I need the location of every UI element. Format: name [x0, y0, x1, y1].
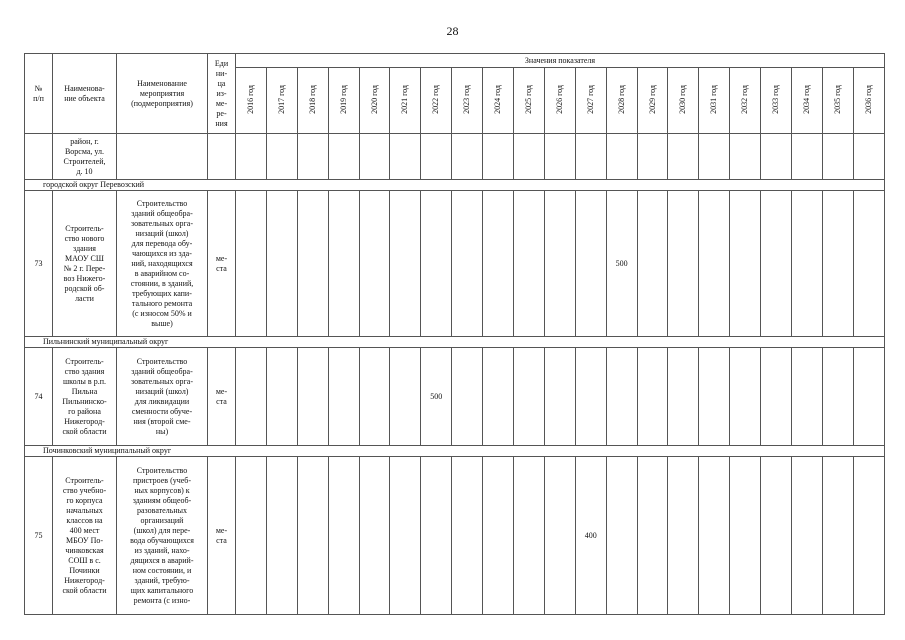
value-cell [792, 134, 823, 180]
value-cell [606, 457, 637, 615]
value-cell [483, 457, 514, 615]
value-cell [637, 348, 668, 446]
object-name: Строитель- ство учебно- го корпуса начальных классов на 400 мест МБОУ По- чинковская СОШ в с. Починки Нижегород- ской области [53, 457, 117, 615]
year-header-cell [730, 68, 761, 134]
value-cell [822, 134, 853, 180]
year-label: 2027 год [585, 84, 595, 114]
value-cell [514, 457, 545, 615]
page-number: 28 [446, 24, 459, 38]
table-row [25, 191, 885, 337]
value-cell [297, 191, 328, 337]
value-cell [637, 457, 668, 615]
value-cell [730, 457, 761, 615]
continuation-object: район, г. Ворсма, ул. Строителей, д. 10 [53, 134, 117, 180]
value-cell [421, 457, 452, 615]
year-label: 2029 год [647, 84, 657, 114]
header-num: № п/п [25, 54, 53, 134]
value-cell [297, 348, 328, 446]
year-label: 2018 год [307, 84, 317, 114]
value-cell [853, 348, 884, 446]
value-cell [822, 457, 853, 615]
year-header-cell [297, 68, 328, 134]
measure-name: Строительство зданий общеобра- зовательных орга- низаций (школ) для ликвидации сменности обуче- ния (второй сме- ны) [117, 348, 208, 446]
value-cell: 400 [575, 457, 606, 615]
year-header-cell [359, 68, 390, 134]
section-title: городской округ Перевозский [25, 180, 885, 191]
year-header-cell [699, 68, 730, 134]
row-num: 75 [25, 457, 53, 615]
object-name: Строитель- ство здания школы в р.п. Пильна Пильнинско- го района Нижегород- ской области [53, 348, 117, 446]
value-cell [792, 457, 823, 615]
value-cell [266, 457, 297, 615]
year-header-cell [328, 68, 359, 134]
value-cell [575, 191, 606, 337]
year-label: 2023 год [462, 84, 472, 114]
value-cell: 500 [421, 348, 452, 446]
value-cell [328, 134, 359, 180]
value-cell [575, 134, 606, 180]
value-cell [668, 457, 699, 615]
year-label: 2020 год [369, 84, 379, 114]
value-cell [730, 134, 761, 180]
section-row [25, 446, 885, 457]
value-cell [606, 134, 637, 180]
value-cell [761, 457, 792, 615]
value-cell [668, 348, 699, 446]
year-header-cell [575, 68, 606, 134]
value-cell [266, 191, 297, 337]
year-header-cell [390, 68, 421, 134]
year-header-cell [452, 68, 483, 134]
year-header-cell [792, 68, 823, 134]
value-cell [328, 191, 359, 337]
value-cell [514, 134, 545, 180]
value-cell [606, 348, 637, 446]
header-values: Значения показателя [236, 54, 885, 68]
year-label: 2034 год [801, 84, 811, 114]
year-label: 2031 год [709, 84, 719, 114]
section-title: Починковский муниципальный округ [25, 446, 885, 457]
value-cell [390, 191, 421, 337]
value-cell [236, 348, 267, 446]
year-header-cell [668, 68, 699, 134]
value-cell [822, 191, 853, 337]
year-label: 2036 год [863, 84, 873, 114]
indicator-table [24, 53, 885, 615]
table-body [25, 134, 885, 615]
year-header-cell [483, 68, 514, 134]
value-cell: 500 [606, 191, 637, 337]
value-cell [761, 348, 792, 446]
table-row [25, 457, 885, 615]
value-cell [637, 191, 668, 337]
value-cell [483, 134, 514, 180]
value-cell [359, 134, 390, 180]
year-header-cell [266, 68, 297, 134]
value-cell [359, 457, 390, 615]
value-cell [792, 191, 823, 337]
year-label: 2022 год [431, 84, 441, 114]
value-cell [544, 134, 575, 180]
year-label: 2035 год [832, 84, 842, 114]
value-cell [668, 134, 699, 180]
year-label: 2017 год [276, 84, 286, 114]
year-header-cell [421, 68, 452, 134]
value-cell [514, 191, 545, 337]
unit-cell: ме- ста [208, 457, 236, 615]
unit-cell: ме- ста [208, 348, 236, 446]
value-cell [792, 348, 823, 446]
year-label: 2032 год [740, 84, 750, 114]
value-cell [544, 348, 575, 446]
year-label: 2019 год [338, 84, 348, 114]
measure-name: Строительство зданий общеобра- зовательных орга- низаций (школ) для перевода обу- чающихся из зда- ний, находящихся в аварийном со- стоянии, в зданий, требующих капи- тального ремонта (с износом 50% и выше) [117, 191, 208, 337]
year-label: 2021 год [400, 84, 410, 114]
row-num: 73 [25, 191, 53, 337]
value-cell [266, 134, 297, 180]
value-cell [761, 191, 792, 337]
year-header-cell [236, 68, 267, 134]
year-header-cell [544, 68, 575, 134]
value-cell [297, 457, 328, 615]
value-cell [853, 191, 884, 337]
continuation-row [25, 134, 885, 180]
value-cell [514, 348, 545, 446]
year-label: 2025 год [523, 84, 533, 114]
value-cell [483, 191, 514, 337]
object-name: Строитель- ство нового здания МАОУ СШ № 2 г. Пере- воз Нижего- родской об- ласти [53, 191, 117, 337]
value-cell [421, 191, 452, 337]
year-label: 2030 год [678, 84, 688, 114]
value-cell [390, 134, 421, 180]
year-label: 2026 год [554, 84, 564, 114]
header-unit: Еди ни- ца из- ме- ре- ния [208, 54, 236, 134]
year-label: 2016 год [245, 84, 255, 114]
value-cell [761, 134, 792, 180]
year-header-cell [606, 68, 637, 134]
value-cell [297, 134, 328, 180]
year-label: 2028 год [616, 84, 626, 114]
year-label: 2024 год [493, 84, 503, 114]
value-cell [328, 457, 359, 615]
value-cell [822, 348, 853, 446]
header-measure: Наименование мероприятия (подмероприятия) [117, 54, 208, 134]
table-row [25, 348, 885, 446]
value-cell [544, 457, 575, 615]
year-header-cell [637, 68, 668, 134]
section-title: Пильнинский муниципальный округ [25, 337, 885, 348]
year-header-cell [822, 68, 853, 134]
value-cell [699, 457, 730, 615]
value-cell [421, 134, 452, 180]
value-cell [236, 134, 267, 180]
value-cell [668, 191, 699, 337]
value-cell [328, 348, 359, 446]
value-cell [359, 191, 390, 337]
value-cell [699, 191, 730, 337]
value-cell [544, 191, 575, 337]
value-cell [390, 457, 421, 615]
value-cell [452, 348, 483, 446]
value-cell [483, 348, 514, 446]
value-cell [699, 348, 730, 446]
value-cell [853, 457, 884, 615]
value-cell [236, 457, 267, 615]
section-row [25, 337, 885, 348]
year-header-cell [761, 68, 792, 134]
value-cell [637, 134, 668, 180]
unit-cell: ме- ста [208, 191, 236, 337]
section-row [25, 180, 885, 191]
value-cell [730, 348, 761, 446]
value-cell [452, 457, 483, 615]
year-header-cell [514, 68, 545, 134]
value-cell [359, 348, 390, 446]
value-cell [390, 348, 421, 446]
value-cell [452, 134, 483, 180]
value-cell [699, 134, 730, 180]
measure-name: Строительство пристроев (учеб- ных корпусов) к зданиям общеоб- разовательных организаций (школ) для пере- вода обучающихся из зданий, нахо- дящихся в аварий- ном состоянии, и зданий, требую- щих капитального ремонта (с изно- [117, 457, 208, 615]
year-header-cell [853, 68, 884, 134]
value-cell [730, 191, 761, 337]
header-object: Наименова- ние объекта [53, 54, 117, 134]
value-cell [853, 134, 884, 180]
value-cell [575, 348, 606, 446]
value-cell [266, 348, 297, 446]
value-cell [452, 191, 483, 337]
value-cell [236, 191, 267, 337]
row-num: 74 [25, 348, 53, 446]
year-label: 2033 год [771, 84, 781, 114]
